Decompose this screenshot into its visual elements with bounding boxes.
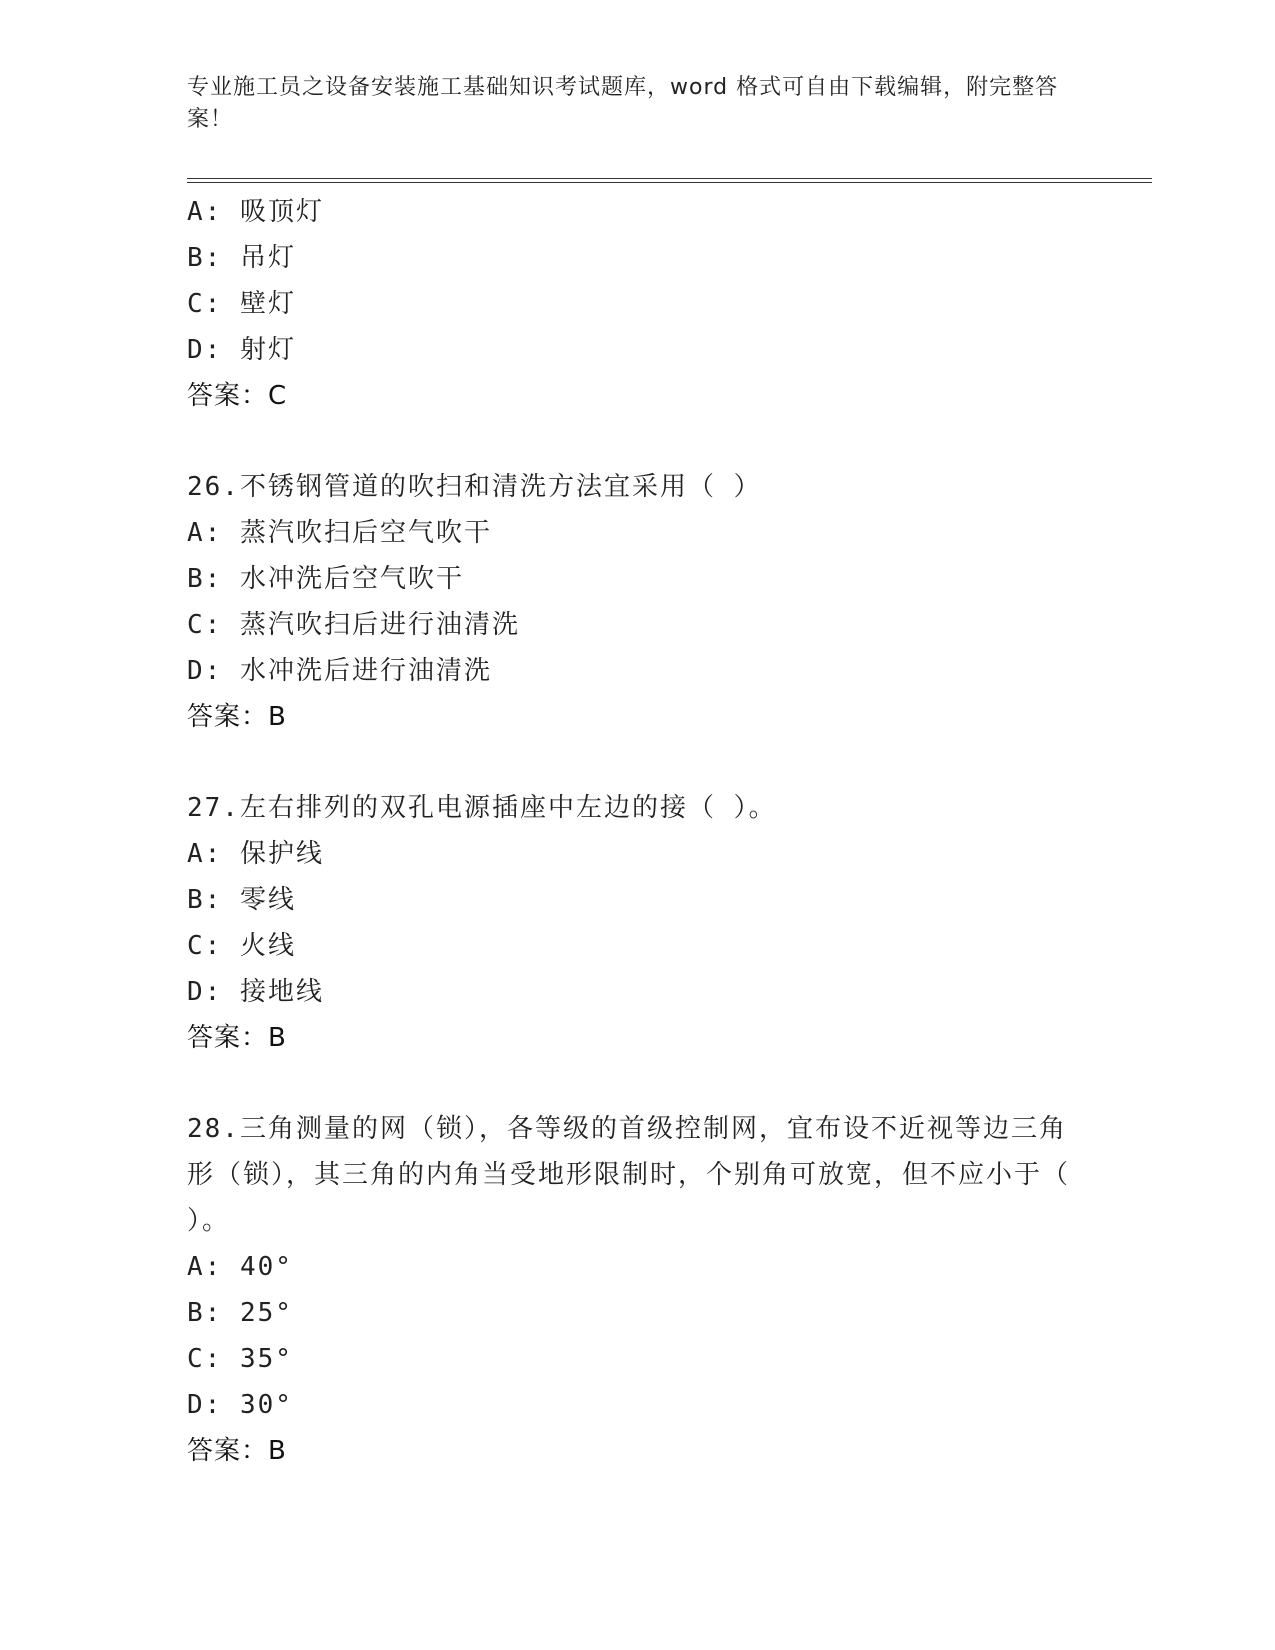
option-b: B: 水冲洗后空气吹干 — [187, 564, 464, 594]
question-26 — [187, 464, 1087, 740]
option-d: D: 30° — [187, 1390, 293, 1420]
question-28 — [187, 1106, 1087, 1474]
question-25-tail — [187, 189, 1087, 419]
option-a: A: 保护线 — [187, 839, 324, 869]
header-divider-top — [187, 178, 1152, 179]
answer: 答案：B — [187, 702, 287, 732]
question-list — [187, 189, 1087, 1474]
option-a: A: 蒸汽吹扫后空气吹干 — [187, 518, 492, 548]
option-a: A: 40° — [187, 1252, 293, 1282]
question-stem: 28.三角测量的网（锁），各等级的首级控制网，宜布设不近视等边三角形（锁），其三角的内角当受地形限制时，个别角可放宽，但不应小于（ ）。 — [187, 1114, 1071, 1236]
answer: 答案：B — [187, 1436, 287, 1466]
answer: 答案：B — [187, 1023, 287, 1053]
question-stem: 26.不锈钢管道的吹扫和清洗方法宜采用（ ） — [187, 472, 762, 502]
question-27 — [187, 785, 1087, 1061]
option-b: B: 吊灯 — [187, 243, 296, 273]
option-c: C: 35° — [187, 1344, 293, 1374]
question-spacer — [187, 419, 1087, 464]
option-d: D: 接地线 — [187, 977, 324, 1007]
option-c: C: 蒸汽吹扫后进行油清洗 — [187, 610, 520, 640]
option-b: B: 25° — [187, 1298, 293, 1328]
question-spacer — [187, 1061, 1087, 1106]
document-header: 专业施工员之设备安装施工基础知识考试题库，word 格式可自由下载编辑，附完整答案！ — [187, 75, 1059, 132]
question-stem: 27.左右排列的双孔电源插座中左边的接（ ）。 — [187, 793, 777, 823]
option-a: A: 吸顶灯 — [187, 197, 324, 227]
question-spacer — [187, 740, 1087, 785]
option-c: C: 壁灯 — [187, 289, 296, 319]
answer: 答案：C — [187, 381, 288, 411]
option-d: D: 水冲洗后进行油清洗 — [187, 656, 492, 686]
option-b: B: 零线 — [187, 885, 296, 915]
option-c: C: 火线 — [187, 931, 296, 961]
header-divider-bottom — [187, 182, 1152, 183]
option-d: D: 射灯 — [187, 335, 296, 365]
